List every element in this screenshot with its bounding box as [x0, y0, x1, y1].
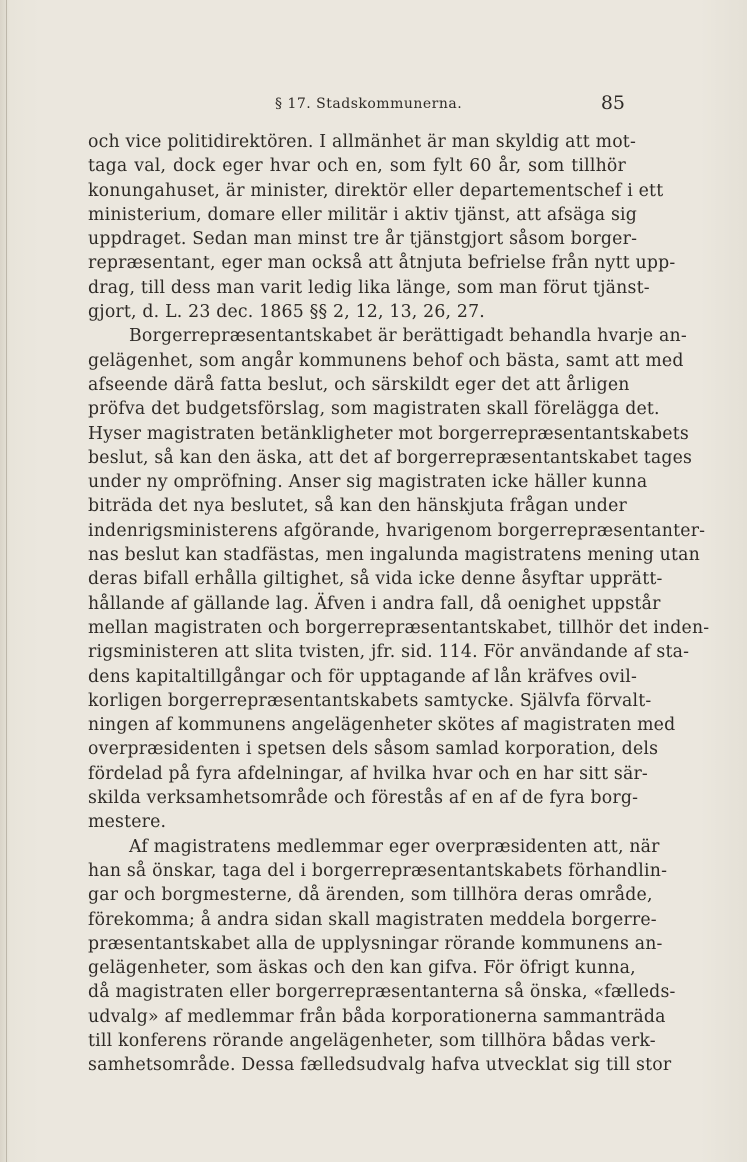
text-line: drag, till dess man varit ledig lika länge, som man förut tjänst- — [88, 277, 650, 298]
text-line: beslut, så kan den äska, att det af borgerrepræsentantskabet tages — [88, 447, 693, 468]
page-number: 85 — [600, 92, 625, 114]
section-title: § 17. Stadskommunerna. — [275, 96, 463, 112]
text-line: pröfva det budgetsförslag, som magistraten skall förelägga det. — [88, 399, 660, 420]
text-line: samhetsområde. Dessa fælledsudvalg hafva utvecklat sig till stor — [88, 1055, 672, 1076]
running-header — [88, 92, 625, 122]
text-line: mellan magistraten och borgerrepræsentantskabet, tillhör det inden- — [88, 617, 710, 638]
text-line: gar och borgmesterne, då ärenden, som tillhöra deras område, — [88, 885, 653, 906]
text-line: deras bifall erhålla giltighet, så vida icke denne åsyftar upprätt- — [88, 569, 663, 590]
paragraph — [88, 324, 710, 834]
text-line: præsentantskabet alla de upplysningar rörande kommunens an- — [88, 933, 663, 954]
text-line: fördelad på fyra afdelningar, af hvilka hvar och en har sitt sär- — [88, 763, 648, 784]
text-line: overpræsidenten i spetsen dels såsom samlad korporation, dels — [88, 739, 659, 760]
text-line: udvalg» af medlemmar från båda korporationerna sammanträda — [88, 1006, 666, 1027]
text-line: och vice politidirektören. I allmänhet är man skyldig att mot- — [88, 132, 636, 152]
paragraph — [88, 130, 676, 324]
page-gutter-edge — [6, 0, 7, 1162]
text-line: biträda det nya beslutet, så kan den hänskjuta frågan under — [88, 496, 627, 517]
body-text — [88, 130, 710, 1078]
text-line: under ny ompröfning. Anser sig magistraten icke häller kunna — [88, 472, 648, 493]
text-line: konungahuset, är minister, direktör eller departementschef i ett — [88, 180, 664, 201]
text-line: förekomma; å andra sidan skall magistraten meddela borgerre- — [88, 909, 657, 930]
text-line: repræsentant, eger man också att åtnjuta befrielse från nytt upp- — [88, 253, 676, 274]
text-line: han så önskar, taga del i borgerrepræsentantskabets förhandlin- — [88, 860, 668, 881]
text-line: Borgerrepræsentantskabet är berättigadt behandla hvarje an- — [129, 326, 687, 347]
text-line: till konferens rörande angelägenheter, som tillhöra bådas verk- — [88, 1030, 656, 1051]
text-line: Af magistratens medlemmar eger overpræsidenten att, när — [129, 836, 660, 857]
text-line: afseende därå fatta beslut, och särskildt eger det att årligen — [88, 374, 630, 395]
text-line: rigsministeren att slita tvisten, jfr. sid. 114. För användande af sta- — [88, 642, 690, 663]
text-line: taga val, dock eger hvar och en, som fylt 60 år, som tillhör — [88, 156, 626, 177]
text-line: gelägenhet, som angår kommunens behof och bästa, samt att med — [88, 350, 684, 371]
paragraph — [88, 835, 676, 1078]
text-line: mestere. — [88, 812, 167, 833]
text-line: då magistraten eller borgerrepræsentanterna så önska, «fælleds- — [88, 982, 676, 1003]
text-line: ningen af kommunens angelägenheter skötes af magistraten med — [88, 715, 676, 736]
text-line: hållande af gällande lag. Äfven i andra fall, då oenighet uppstår — [88, 593, 661, 614]
text-line: dens kapitaltillgångar och för upptagande af lån kräfves ovil- — [88, 666, 637, 687]
text-line: gjort, d. L. 23 dec. 1865 §§ 2, 12, 13, 26, 27. — [88, 302, 486, 323]
text-line: nas beslut kan stadfästas, men ingalunda magistratens mening utan — [88, 545, 700, 566]
text-line: ministerium, domare eller militär i aktiv tjänst, att afsäga sig — [88, 204, 637, 225]
text-line: gelägenheter, som äskas och den kan gifva. För öfrigt kunna, — [88, 958, 636, 979]
text-line: skilda verksamhetsområde och förestås af en af de fyra borg- — [88, 788, 639, 809]
text-line: indenrigsministerens afgörande, hvarigenom borgerrepræsentanter- — [88, 520, 706, 541]
text-line: Hyser magistraten betänkligheter mot borgerrepræsentantskabets — [88, 423, 689, 444]
text-line: korligen borgerrepræsentantskabets samtycke. Självfa förvalt- — [88, 690, 652, 711]
text-line: uppdraget. Sedan man minst tre år tjänstgjort såsom borger- — [88, 229, 638, 250]
